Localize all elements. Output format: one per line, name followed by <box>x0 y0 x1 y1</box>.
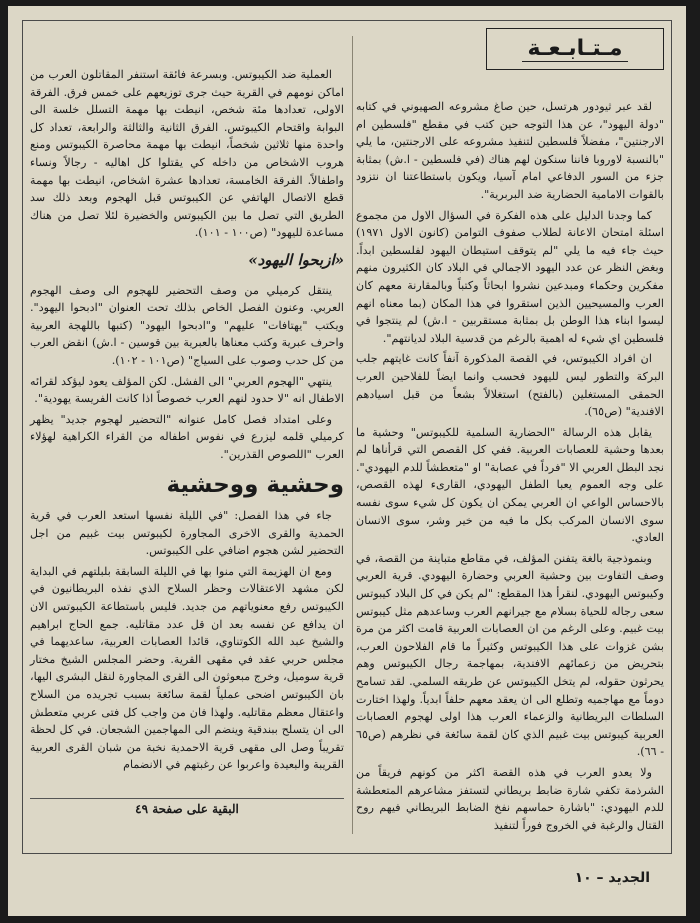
paragraph: كما وجدنا الدليل على هذه الفكرة في السؤال الاول من مجموع اسئلة امتحان الاعانة لطلاب صفوف التوامن (كانون الاول ١٩٧١) حيث جاء فيه ما يلي "لم يتوقف استيطان اليهود لفلسطين ابداً. وبغض النظر عن عدد اليهود الاجمالي في البلاد كان الكثيرون منهم مفكرين وحكماء ومبدعين نشروا ابحاثاً وكتباً وبالمقارنة معهم كان العرب والمسيحيين الذين استقروا في هذا المكان (بما معناه انهم ليسوا ابناء هذا الوطن بل بمثابة مستقربين - ا.ش) لم ينتجوا في فلسطين اي شيء له اهمية بالرغم من قدسية البلاد لديانتهم". <box>356 208 664 345</box>
paragraph: يقابل هذه الرسالة "الحضارية السلمية للكيبوتس" وحشية ما بعدها وحشية للعصابات العربية. ففي كل القصص التي قرأناها لم نجد البطل العربي الا "فرداً في عصابة" او "متعطشاً للدم اليهودي". على وجه العموم يعبا الطفل اليهودي، القارىء لهذه القصص، بالاحساس الواعي ان العربي يمكن ان يكون كل شيء سوى نفسه سوى الانسان المركب بكل ما فيه من خير وشر، سوى الانسان العادي. <box>356 425 664 545</box>
paragraph: ولا يعدو العرب في هذه القصة اكثر من كونهم فريقاً من الشرذمة تكفي شارة ضابط بريطاني لتستفز مشاعرهم المتعطشة للدم اليهودي: "باشارة حماسهم نفخ الضابط البريطاني فيهم روح القتال والرغبة في الخروج فوراً لتنفيذ <box>356 765 664 832</box>
footer-separator: – <box>596 870 604 886</box>
paragraph: وعلى امتداد فصل كامل عنوانه "التحضير لهجوم جديد" يظهر كرميلي قلمه ليزرع في نفوس اطفاله من القراء الكراهية لهؤلاء العرب "اللصوص القذرين". <box>30 412 344 461</box>
paragraph: ان افراد الكيبوتس، في القصة المذكورة آنفاً كانت غايتهم جلب البركة والتطور ليس لليهود فحسب وانما ايضاً للفلاحين العرب الحمقى المستغلين (بالفتح) استغلالاً بشعاً من قبل اسيادهم الافندية" (ص٦٥). <box>356 352 664 419</box>
masthead-title: مـتـابـعـة <box>527 36 623 62</box>
section-headline: وحشية ووحشية <box>166 472 344 499</box>
sub-heading: «ازبحوا اليهود» <box>248 250 344 269</box>
paragraph: ومع ان الهزيمة التي منوا بها في الليلة السابقة بلبلتهم في البداية لكن مشهد الاعتقالات وحظر السلاح الذي نفذه البريطانيون في الكيبوتس رفع معنوياتهم من جديد. فليس باستطاعة الكيبوتس الان ان يدافع عن نفسه بعد ان قل عدد مقاتليه. جمع الحاج ابراهيم والشيخ عبد الله الكوتناوي، قائدا العصابات العربية، ساعديهما في مجلس حربي عقد في مقهى القرية. وحضر المجلس الشيخ مختار قرية سوميل، وخرج مبعوثون الى القرى المجاورة لنقل البشرى اليها، بان الكيبوتس اضحى عملياً لقمة سائغة بسبب تجريده من السلاح واعتقال معظم مقاتليه. ولهذا فان من واجب كل فتى عربي متعطش الى ان يتسلح ببندقية وينضم الى المهاجمين الشجعان. في كل لحظة تقريباً وصل الى مقهى قرية الاحمدية نخبة من شبان القرى العربية القريبة والبعيدة واعربوا عن رغبتهم في الانضمام <box>30 564 344 772</box>
magazine-page <box>8 6 686 916</box>
paragraph: جاء في هذا الفصل: "في الليلة نفسها استعد العرب في قرية الحمدية والقرى الاخرى المجاورة لكيبوتس بيت غبيم من اجل التحضير لشن هجوم اضافي على الكيبوتس. <box>30 509 344 558</box>
left-column <box>30 66 344 777</box>
page-footer <box>575 870 650 886</box>
paragraph: لقد عبر ثيودور هرتسل، حين صاغ مشروعه الصهيوني في كتابه "دولة اليهود"، عن هذا التوجه حين كتب في مقطع "فلسطين ام الارجنتين"، مفضلاً فلسطين لتنفيذ مشروعه على الارجنتين، ما يلي "بالنسبة لاوروبا فاننا سنكون لهم هناك (في فلسطين - ا.ش) بمثابة جزء من السور الدفاعي امام آسيا، ويكون باستطاعتنا ان نتزود بالقوات الامامية الحضارية ضد البربرية". <box>356 100 664 201</box>
column-divider <box>352 36 353 834</box>
section-masthead <box>486 28 664 70</box>
paragraph: ينتقل كرميلي من وصف التحضير للهجوم الى وصف الهجوم العربي. وعنون الفصل الخاص بذلك تحت العنوان "ادبحوا اليهود". ويكتب "يهتافات" عليهم" و"ادبحوا اليهود" (كتبها باللهجة العربية واحرف عبرية وكتب معناها بالعبرية بين قوسين - ا.ش) انقض العرب من كل حدب وصوب على السياج" (ص١٠١ - ١٠٢). <box>30 283 344 367</box>
continued-note: البقية على صفحة ٤٩ <box>30 798 344 816</box>
paragraph: العملية ضد الكيبوتس. وبسرعة فائقة استنفر المقاتلون العرب من اماكن نومهم في القرية حيث جرى توزيعهم على خمس فرق. الفرقة الاولى، تعدادها مئة شخص، انيطت بها مهمة التسلل خلسة الى البوابة واقتحام الكيبوتس. الفرق الثانية والثالثة والرابعة، تعداد كل واحدة منها ثلاثين شخصاً، انيطت بها مهمة محاصرة الكيبوتس ومنع هروب الاشخاص من داخله كي يقتلوا كل اهاليه - رجالاً ونساء واطفالاً. الفرقة الخامسة، تعدادها عشرة اشخاص، انيطت بها مهمة قطع الاتصال الهاتفي عن الكيبوتس قبل الهجوم وبعد ذلك سد الطريق التي تصل ما بين الكيبوتس والخضيرة لئلا تصل من هناك مساعدة لليهود" (ص١٠٠ - ١٠١). <box>30 68 344 240</box>
page-number: ١٠ <box>574 870 592 886</box>
right-column <box>356 28 664 837</box>
paragraph: وبنموذجية بالغة يتفنن المؤلف، في مقاطع متباينة من القصة، في وصف التفاوت بين وحشية العربي وحضارة اليهودي. قرية العربي وكيبوتس اليهودي. لنقرأ هذا المقطع: "لم يكن في كل البلاد كيبوتس سعى رجاله للحياة بسلام مع جيرانهم العرب وساعدهم مثل كيبوتس بيت غبيم. وعلى الرغم من ان العصابات العربية قامت اكثر من مرة بشن غزوات على هذا الكيبوتس وكثيراً ما قام الفلاحون العرب، بتحريض من زعمائهم الافندية، بمهاجمة رجال الكيبوتس وهم يحرثون حقوله، لم يتخل الكيبوتس عن طريقه السلمي. لقد تسامح دوماً مع مهاجميه وتطلع الى ان يعقد معهم حلفاً ابدياً. ولهذا اختارت السلطات البريطانية والزعماء العرب هذا اولى لهجوم العصابات العربية كيبوتس بيت غبيم الذي كان لقمة سائغة في نظرهم (ص٦٥ - ٦٦). <box>356 551 664 759</box>
paragraph: ينتهي "الهجوم العربي" الى الفشل. لكن المؤلف يعود ليؤكد لقرائه الاطفال انه "لا حدود لنهم العرب خصوصاً اذا كانت الفريسة يهودية". <box>30 374 344 406</box>
magazine-name: الجديد <box>608 870 650 886</box>
